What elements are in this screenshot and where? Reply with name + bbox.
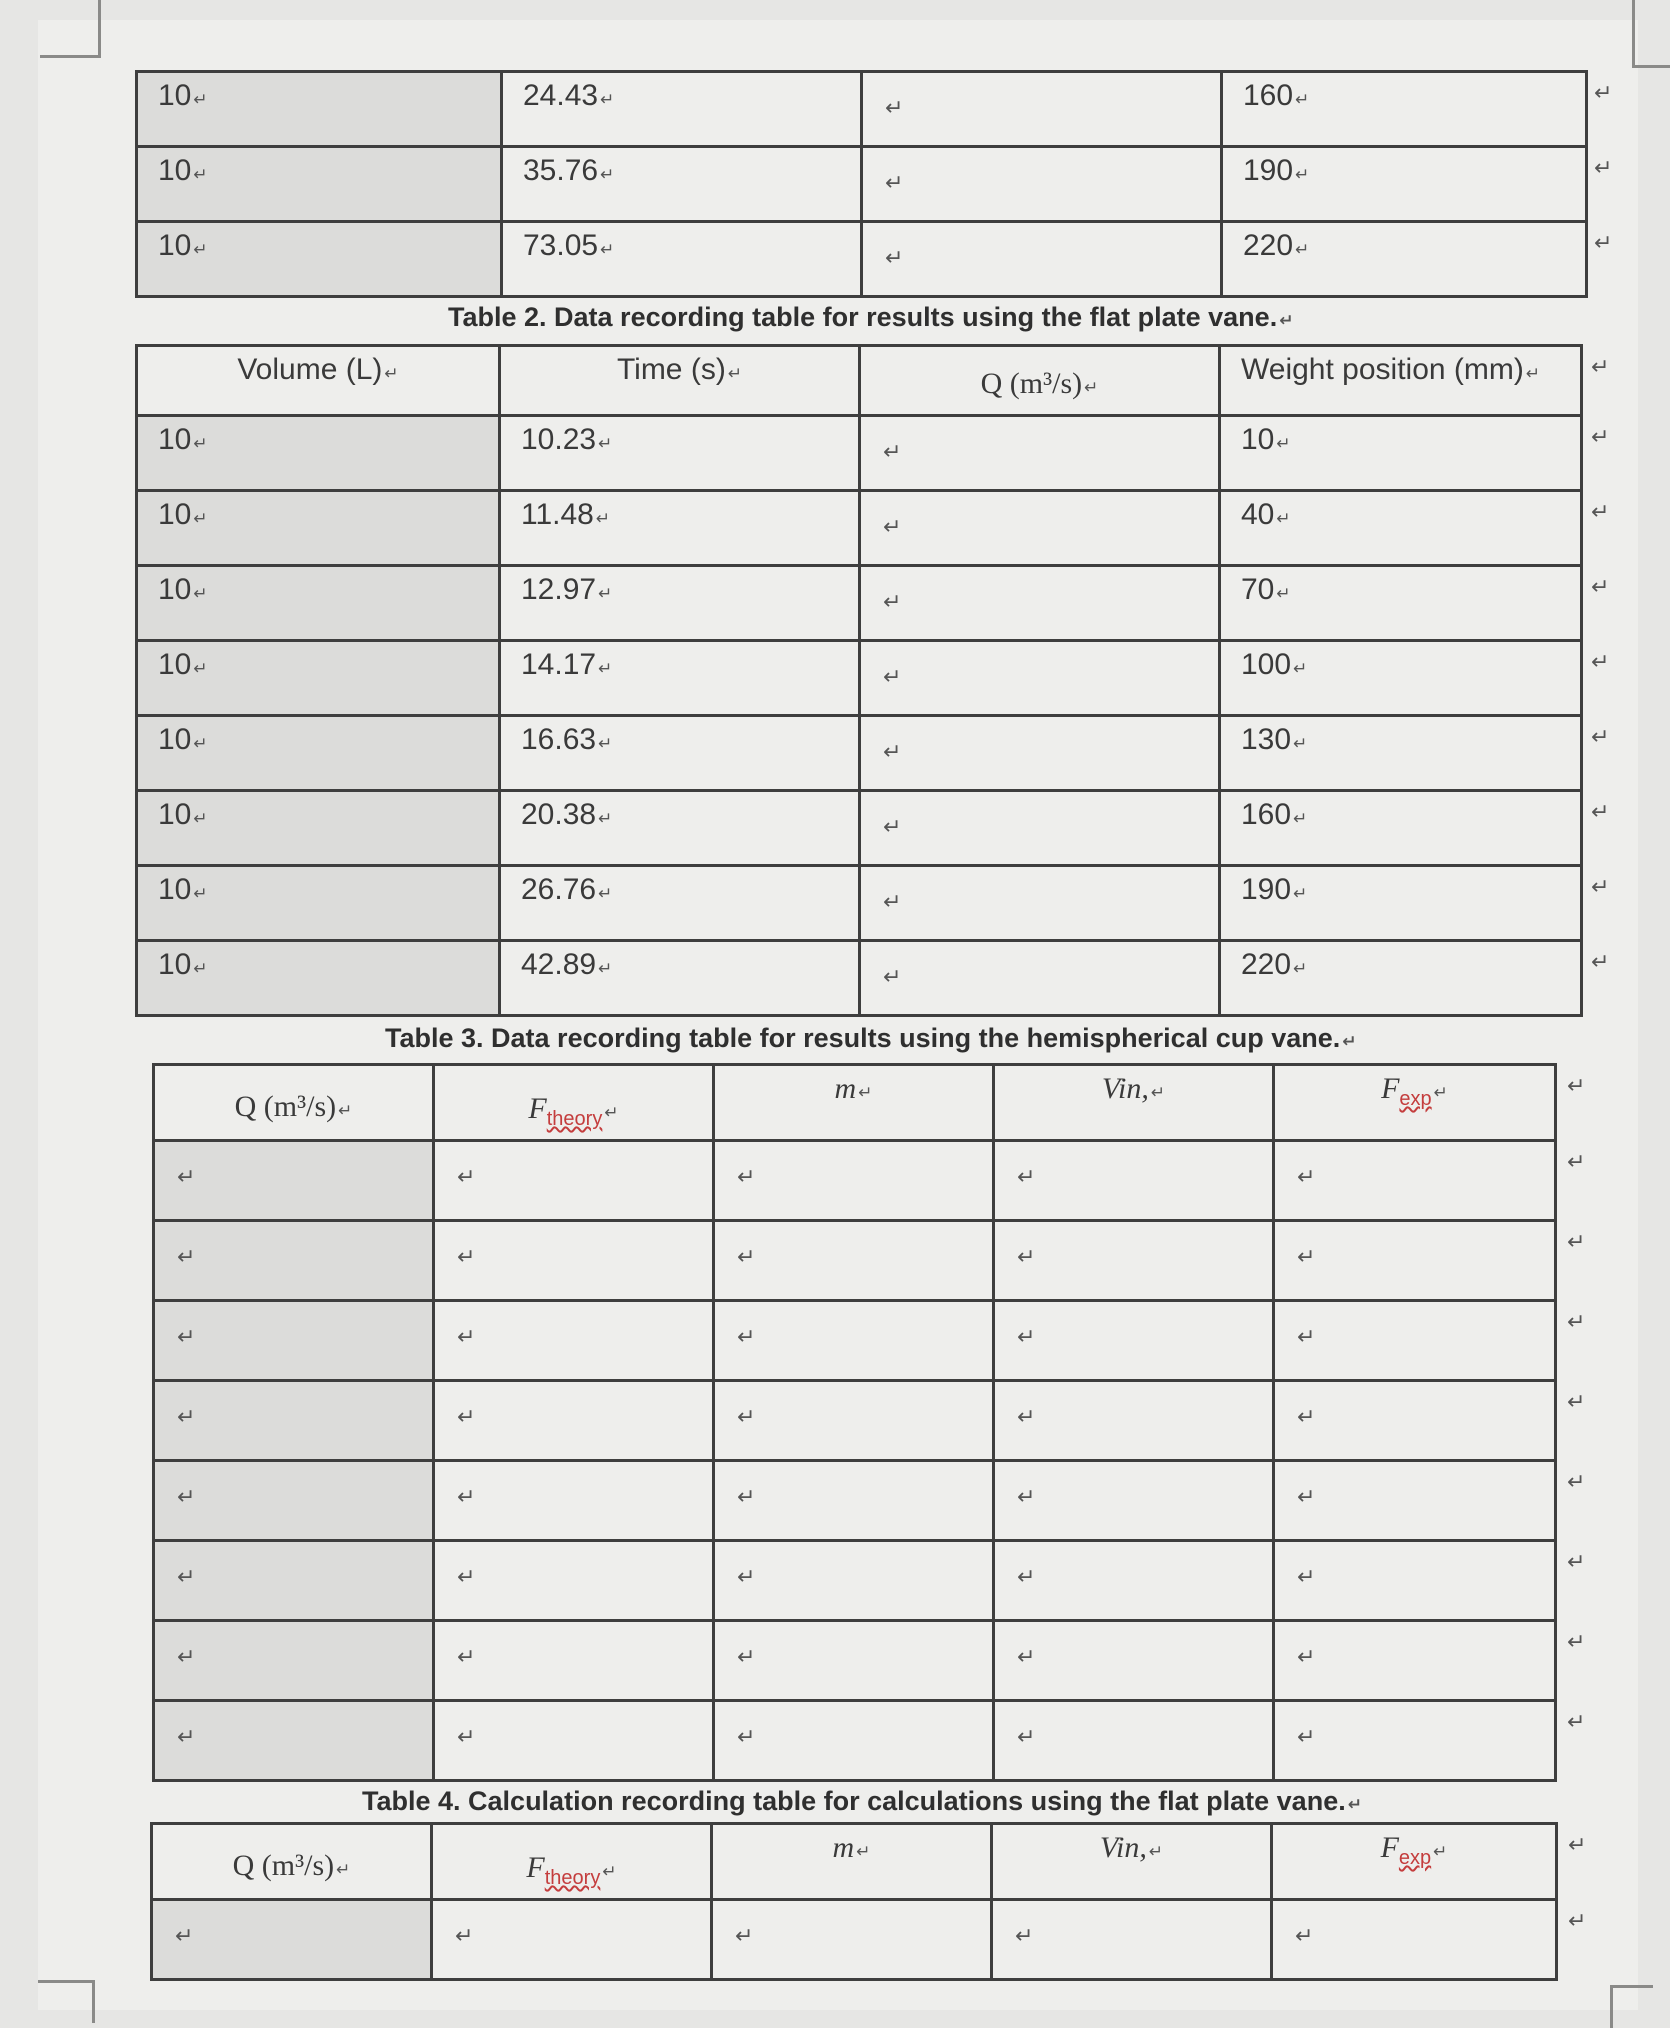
cell-end-mark: ↵: [457, 1644, 476, 1669]
row-end-mark: ↵: [1567, 1148, 1586, 1174]
cell-end-mark: ↵: [885, 95, 904, 120]
cell-value: 220: [1241, 948, 1292, 981]
cell-end-mark: ↵: [600, 165, 615, 184]
cell-value: 10: [158, 154, 192, 187]
cell-end-mark: ↵: [1017, 1324, 1036, 1349]
cell-end-mark: ↵: [1293, 734, 1308, 753]
cell-end-mark: ↵: [193, 90, 208, 109]
cell-end-mark: ↵: [1017, 1644, 1036, 1669]
cell-value: 73.05: [523, 229, 599, 262]
cell-value: 10.23: [521, 423, 597, 456]
cell-end-mark: ↵: [1297, 1484, 1316, 1509]
cell-end-mark: ↵: [598, 734, 613, 753]
cell-value: 26.76: [521, 873, 597, 906]
cell-time: [500, 566, 860, 641]
table-row: [154, 1141, 1556, 1221]
cell-end-mark: ↵: [193, 734, 208, 753]
empty-cell[interactable]: [994, 1301, 1274, 1381]
empty-cell[interactable]: [994, 1381, 1274, 1461]
crop-mark-top-right: [1632, 0, 1670, 68]
cell-end-mark: ↵: [177, 1404, 196, 1429]
cell-end-mark: ↵: [883, 664, 902, 689]
empty-cell[interactable]: [1274, 1541, 1556, 1621]
cell-end-mark: ↵: [598, 959, 613, 978]
header-mass-flow: m ↵: [714, 1065, 994, 1141]
cell-volume: [137, 641, 500, 716]
empty-cell[interactable]: [994, 1221, 1274, 1301]
row-end-mark: ↵: [1567, 1072, 1586, 1098]
empty-cell[interactable]: [1274, 1461, 1556, 1541]
empty-cell[interactable]: [154, 1301, 434, 1381]
cell-time: [500, 791, 860, 866]
cell-end-mark: ↵: [1017, 1564, 1036, 1589]
empty-cell[interactable]: [1274, 1621, 1556, 1701]
cell-time: [500, 416, 860, 491]
cell-value: 190: [1241, 873, 1292, 906]
header-velocity-in: Vin, ↵: [992, 1824, 1272, 1900]
cell-end-mark: ↵: [1293, 884, 1308, 903]
cell-value: 40: [1241, 498, 1275, 531]
empty-cell[interactable]: [154, 1701, 434, 1781]
row-end-mark: ↵: [1594, 229, 1613, 255]
cell-q: [860, 866, 1220, 941]
cell-end-mark: ↵: [457, 1564, 476, 1589]
cell-end-mark: ↵: [193, 240, 208, 259]
cell-end-mark: ↵: [598, 434, 613, 453]
crop-mark-bottom-right: [1610, 1985, 1653, 2028]
cell-end-mark: ↵: [177, 1564, 196, 1589]
cell-end-mark: ↵: [1017, 1724, 1036, 1749]
cell-weight: [1222, 222, 1587, 297]
cell-time: [500, 641, 860, 716]
cell-q: [860, 791, 1220, 866]
cell-q: [860, 416, 1220, 491]
cell-end-mark: ↵: [1295, 1923, 1314, 1948]
empty-cell[interactable]: [1274, 1301, 1556, 1381]
cell-end-mark: ↵: [737, 1324, 756, 1349]
empty-cell[interactable]: [994, 1621, 1274, 1701]
cell-end-mark: ↵: [1293, 809, 1308, 828]
cell-value: 100: [1241, 648, 1292, 681]
header-force-exp: $F_{exp}$ ↵: [1272, 1824, 1557, 1900]
cell-value: 24.43: [523, 79, 599, 112]
cell-end-mark: ↵: [600, 90, 615, 109]
cell-value: 20.38: [521, 798, 597, 831]
header-flow-rate: Q (m³/s) ↵: [154, 1065, 434, 1141]
header-time: Time (s) ↵: [500, 346, 860, 416]
header-flow-rate: Q (m³/s) ↵: [152, 1824, 432, 1900]
empty-cell[interactable]: [714, 1141, 994, 1221]
header-velocity-in: Vin, ↵: [994, 1065, 1274, 1141]
cell-value: 190: [1243, 154, 1294, 187]
cell-volume: [137, 866, 500, 941]
cell-value: 70: [1241, 573, 1275, 606]
cell-time: [502, 147, 862, 222]
empty-cell[interactable]: [714, 1221, 994, 1301]
empty-cell[interactable]: [434, 1701, 714, 1781]
empty-cell[interactable]: [714, 1461, 994, 1541]
cell-q: [860, 491, 1220, 566]
table-4-flat-plate-calculations: [150, 1822, 1558, 1981]
cell-end-mark: ↵: [1297, 1404, 1316, 1429]
cell-value: 16.63: [521, 723, 597, 756]
table-row: [137, 491, 1582, 566]
cell-end-mark: ↵: [885, 170, 904, 195]
row-end-mark: ↵: [1567, 1628, 1586, 1654]
empty-cell[interactable]: [154, 1541, 434, 1621]
empty-cell[interactable]: [992, 1900, 1272, 1980]
table-row: [137, 72, 1587, 147]
cell-value: 11.48: [521, 498, 594, 531]
cell-end-mark: ↵: [177, 1324, 196, 1349]
cell-q: [860, 566, 1220, 641]
cell-weight: [1220, 866, 1582, 941]
header-weight-position: Weight position (mm) ↵: [1220, 346, 1582, 416]
cell-value: 10: [158, 573, 192, 606]
empty-cell[interactable]: [434, 1461, 714, 1541]
cell-time: [502, 72, 862, 147]
cell-end-mark: ↵: [193, 659, 208, 678]
cell-value: 10: [158, 798, 192, 831]
empty-cell[interactable]: [714, 1541, 994, 1621]
cell-end-mark: ↵: [1295, 90, 1310, 109]
cell-end-mark: ↵: [177, 1164, 196, 1189]
cell-end-mark: ↵: [1297, 1644, 1316, 1669]
empty-cell[interactable]: [154, 1381, 434, 1461]
cell-value: 10: [1241, 423, 1275, 456]
table-row: [154, 1221, 1556, 1301]
table-row: [154, 1701, 1556, 1781]
cell-weight: [1222, 147, 1587, 222]
cell-end-mark: ↵: [595, 509, 611, 528]
cell-end-mark: ↵: [455, 1923, 474, 1948]
cell-end-mark: ↵: [737, 1164, 756, 1189]
crop-mark-top-left: [40, 0, 101, 58]
table-row: [137, 866, 1582, 941]
cell-value: 10: [158, 229, 192, 262]
empty-cell[interactable]: [994, 1541, 1274, 1621]
cell-value: 12.97: [521, 573, 597, 606]
cell-end-mark: ↵: [600, 240, 615, 259]
cell-end-mark: ↵: [1017, 1484, 1036, 1509]
cell-volume: [137, 222, 502, 297]
cell-end-mark: ↵: [193, 434, 208, 453]
empty-cell[interactable]: [1274, 1381, 1556, 1461]
table-1-continued: [135, 70, 1588, 298]
empty-cell[interactable]: [434, 1541, 714, 1621]
table-row: [137, 716, 1582, 791]
cell-end-mark: ↵: [457, 1724, 476, 1749]
header-mass-flow: m ↵: [712, 1824, 992, 1900]
row-end-mark: ↵: [1568, 1831, 1587, 1857]
empty-cell[interactable]: [714, 1621, 994, 1701]
cell-end-mark: ↵: [1297, 1324, 1316, 1349]
cell-value: 10: [158, 648, 192, 681]
cell-time: [502, 222, 862, 297]
table-row: [137, 416, 1582, 491]
cell-value: 10: [158, 423, 192, 456]
cell-end-mark: ↵: [883, 889, 902, 914]
cell-value: 10: [158, 723, 192, 756]
cell-value: 130: [1241, 723, 1292, 756]
cell-end-mark: ↵: [1276, 584, 1291, 603]
cell-weight: [1220, 566, 1582, 641]
cell-end-mark: ↵: [737, 1484, 756, 1509]
cell-end-mark: ↵: [457, 1484, 476, 1509]
row-end-mark: ↵: [1568, 1907, 1587, 1933]
table-4-header-row: [152, 1824, 1557, 1900]
cell-value: 10: [158, 498, 192, 531]
cell-time: [500, 716, 860, 791]
cell-value: 220: [1243, 229, 1294, 262]
empty-cell[interactable]: [712, 1900, 992, 1980]
cell-value: 10: [158, 79, 192, 112]
cell-end-mark: ↵: [1297, 1564, 1316, 1589]
cell-end-mark: ↵: [1297, 1724, 1316, 1749]
row-end-mark: ↵: [1591, 648, 1610, 674]
cell-end-mark: ↵: [598, 809, 613, 828]
row-end-mark: ↵: [1591, 723, 1610, 749]
cell-weight: [1220, 491, 1582, 566]
cell-end-mark: ↵: [177, 1484, 196, 1509]
empty-cell[interactable]: [994, 1701, 1274, 1781]
cell-volume: [137, 566, 500, 641]
cell-end-mark: ↵: [457, 1244, 476, 1269]
empty-cell[interactable]: [434, 1621, 714, 1701]
cell-end-mark: ↵: [193, 584, 208, 603]
cell-volume: [137, 416, 500, 491]
empty-cell[interactable]: [714, 1381, 994, 1461]
cell-end-mark: ↵: [1015, 1923, 1034, 1948]
row-end-mark: ↵: [1594, 79, 1613, 105]
cell-end-mark: ↵: [598, 659, 613, 678]
cell-weight: [1222, 72, 1587, 147]
cell-end-mark: ↵: [883, 739, 902, 764]
cell-end-mark: ↵: [735, 1923, 754, 1948]
cell-end-mark: ↵: [1017, 1164, 1036, 1189]
cell-end-mark: ↵: [193, 959, 208, 978]
cell-end-mark: ↵: [1017, 1244, 1036, 1269]
empty-cell[interactable]: [434, 1301, 714, 1381]
cell-q: [860, 641, 1220, 716]
cell-end-mark: ↵: [193, 809, 208, 828]
cell-weight: [1220, 941, 1582, 1016]
empty-cell[interactable]: [1274, 1221, 1556, 1301]
empty-cell[interactable]: [154, 1221, 434, 1301]
row-end-mark: ↵: [1567, 1468, 1586, 1494]
cell-end-mark: ↵: [457, 1164, 476, 1189]
empty-cell[interactable]: [434, 1141, 714, 1221]
cell-end-mark: ↵: [598, 884, 613, 903]
table-row: [154, 1461, 1556, 1541]
table-2-caption: Table 2. Data recording table for results using the flat plate vane. ↵: [448, 302, 1294, 332]
cell-end-mark: ↵: [737, 1404, 756, 1429]
table-row: [154, 1381, 1556, 1461]
empty-cell[interactable]: [432, 1900, 712, 1980]
cell-q: [862, 72, 1222, 147]
cell-value: 10: [158, 948, 192, 981]
header-force-theory: $F_{theory}$ ↵: [432, 1824, 712, 1900]
cell-value: 42.89: [521, 948, 597, 981]
cell-weight: [1220, 716, 1582, 791]
table-3-hemispherical-cup-data: [152, 1063, 1557, 1782]
table-2-header-row: [137, 346, 1582, 416]
cell-time: [500, 941, 860, 1016]
cell-time: [500, 491, 860, 566]
table-row: [154, 1301, 1556, 1381]
cell-end-mark: ↵: [737, 1564, 756, 1589]
cell-end-mark: ↵: [883, 439, 902, 464]
table-row: [137, 147, 1587, 222]
header-volume: Volume (L) ↵: [137, 346, 500, 416]
cell-time: [500, 866, 860, 941]
table-row: [154, 1541, 1556, 1621]
cell-end-mark: ↵: [457, 1404, 476, 1429]
empty-cell[interactable]: [154, 1141, 434, 1221]
cell-volume: [137, 716, 500, 791]
table-row: [137, 566, 1582, 641]
empty-cell[interactable]: [714, 1301, 994, 1381]
cell-end-mark: ↵: [193, 165, 208, 184]
cell-end-mark: ↵: [883, 514, 902, 539]
cell-end-mark: ↵: [883, 814, 902, 839]
cell-end-mark: ↵: [1017, 1404, 1036, 1429]
cell-end-mark: ↵: [598, 584, 613, 603]
cell-end-mark: ↵: [1293, 659, 1308, 678]
cell-end-mark: ↵: [1297, 1244, 1316, 1269]
cell-q: [860, 941, 1220, 1016]
table-4-caption: Table 4. Calculation recording table for calculations using the flat plate vane. ↵: [362, 1786, 1362, 1816]
table-3-caption: Table 3. Data recording table for results using the hemispherical cup vane. ↵: [385, 1023, 1357, 1053]
cell-weight: [1220, 416, 1582, 491]
cell-volume: [137, 791, 500, 866]
cell-end-mark: ↵: [883, 964, 902, 989]
table-3-header-row: [154, 1065, 1556, 1141]
cell-value: 10: [158, 873, 192, 906]
empty-cell[interactable]: [994, 1141, 1274, 1221]
empty-cell[interactable]: [714, 1701, 994, 1781]
empty-cell[interactable]: [434, 1381, 714, 1461]
table-row: [152, 1900, 1557, 1980]
cell-weight: [1220, 791, 1582, 866]
row-end-mark: ↵: [1567, 1548, 1586, 1574]
row-end-mark: ↵: [1591, 423, 1610, 449]
table-row: [154, 1621, 1556, 1701]
cell-end-mark: ↵: [1295, 240, 1310, 259]
cell-q: [862, 147, 1222, 222]
empty-cell[interactable]: [154, 1621, 434, 1701]
row-end-mark: ↵: [1591, 498, 1610, 524]
table-row: [137, 791, 1582, 866]
row-end-mark: ↵: [1591, 798, 1610, 824]
cell-end-mark: ↵: [737, 1724, 756, 1749]
row-end-mark: ↵: [1591, 948, 1610, 974]
table-row: [137, 641, 1582, 716]
row-end-mark: ↵: [1591, 573, 1610, 599]
cell-value: 14.17: [521, 648, 597, 681]
cell-end-mark: ↵: [1293, 959, 1308, 978]
cell-end-mark: ↵: [177, 1724, 196, 1749]
header-flow-rate: Q (m³/s) ↵: [860, 346, 1220, 416]
cell-weight: [1220, 641, 1582, 716]
empty-cell[interactable]: [1272, 1900, 1557, 1980]
crop-mark-bottom-left: [38, 1980, 95, 2023]
row-end-mark: ↵: [1567, 1708, 1586, 1734]
empty-cell[interactable]: [434, 1221, 714, 1301]
cell-end-mark: ↵: [883, 589, 902, 614]
cell-end-mark: ↵: [1297, 1164, 1316, 1189]
row-end-mark: ↵: [1594, 154, 1613, 180]
cell-volume: [137, 941, 500, 1016]
cell-end-mark: ↵: [1295, 165, 1310, 184]
row-end-mark: ↵: [1567, 1228, 1586, 1254]
cell-end-mark: ↵: [175, 1923, 194, 1948]
table-row: [137, 222, 1587, 297]
cell-end-mark: ↵: [177, 1244, 196, 1269]
row-end-mark: ↵: [1567, 1308, 1586, 1334]
row-end-mark: ↵: [1591, 873, 1610, 899]
table-2-flat-plate-data: [135, 344, 1583, 1017]
cell-end-mark: ↵: [1276, 509, 1291, 528]
empty-cell[interactable]: [154, 1461, 434, 1541]
cell-q: [862, 222, 1222, 297]
cell-volume: [137, 491, 500, 566]
row-end-mark: ↵: [1591, 353, 1610, 379]
cell-value: 35.76: [523, 154, 599, 187]
cell-end-mark: ↵: [885, 245, 904, 270]
cell-value: 160: [1243, 79, 1294, 112]
empty-cell[interactable]: [1274, 1141, 1556, 1221]
header-force-theory: $F_{theory}$ ↵: [434, 1065, 714, 1141]
cell-end-mark: ↵: [193, 884, 208, 903]
cell-end-mark: ↵: [737, 1644, 756, 1669]
cell-end-mark: ↵: [177, 1644, 196, 1669]
cell-value: 160: [1241, 798, 1292, 831]
header-force-exp: $F_{exp}$ ↵: [1274, 1065, 1556, 1141]
cell-end-mark: ↵: [457, 1324, 476, 1349]
empty-cell[interactable]: [1274, 1701, 1556, 1781]
cell-end-mark: ↵: [737, 1244, 756, 1269]
empty-cell[interactable]: [994, 1461, 1274, 1541]
cell-end-mark: ↵: [193, 509, 208, 528]
table-row: [137, 941, 1582, 1016]
empty-cell[interactable]: [152, 1900, 432, 1980]
cell-end-mark: ↵: [1276, 434, 1291, 453]
cell-q: [860, 716, 1220, 791]
cell-volume: [137, 147, 502, 222]
cell-volume: [137, 72, 502, 147]
row-end-mark: ↵: [1567, 1388, 1586, 1414]
